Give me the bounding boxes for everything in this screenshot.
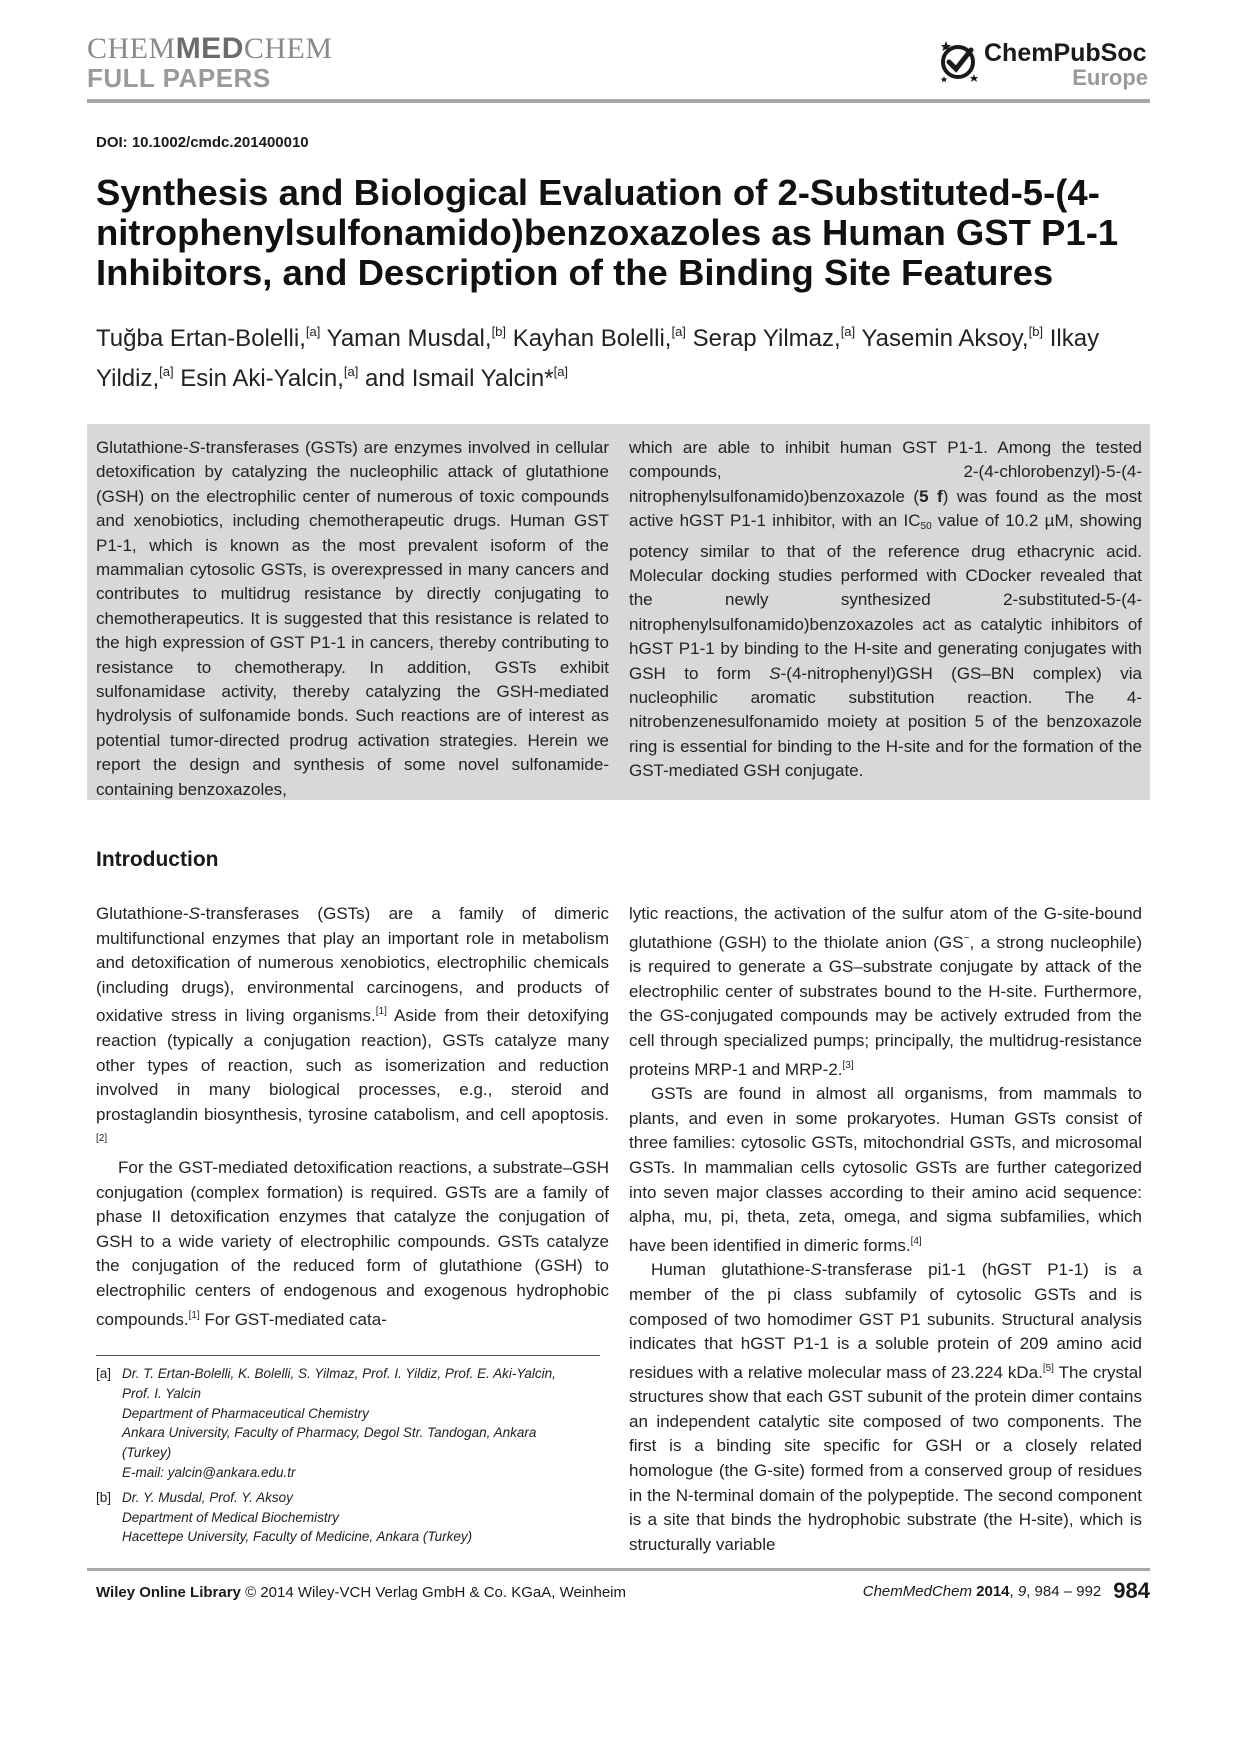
body-left-column xyxy=(96,902,609,1332)
journal-name-part3: CHEM xyxy=(243,32,333,65)
abstract-left-column: Glutathione-S-transferases (GSTs) are enzymes involved in cellular detoxification by catalyzing the nucleophilic attack of glutathione (GSH) on the electrophilic center of numerous of toxic compounds and xenobiotics, including chemotherapeutic drugs. Human GST P1-1, which is known as the most prevalent isoform of the mammalian cytosolic GSTs, is overexpressed in many cancers and contributes to multidrug resistance by directly conjugating to chemotherapeutics. It is suggested that this resistance is related to the high expression of GST P1-1 in cancers, thereby contributing to resistance to chemotherapy. In addition, GSTs exhibit sulfonamidase activity, thereby catalyzing the GSH-mediated hydrolysis of sulfonamide bonds. Such reactions are of interest as potential tumor-directed prodrug activation strategies. Herein we report the design and synthesis of some novel sulfonamide-containing benzoxazoles, xyxy=(96,438,609,799)
abstract-right-column: which are able to inhibit human GST P1-1. Among the tested compounds, 2-(4-chlorobenzyl)-5-(4-nitrophenylsulfonamido)benzoxazole (5 f) was found as the most active hGST P1-1 inhibitor, with an $IC_{50}$ value of 10.2 µM, showing potency similar to that of the reference drug ethacrynic acid. Molecular docking studies performed with CDocker revealed that the newly synthesized 2-substituted-5-(4-nitrophenylsulfonamido)benzoxazoles act as catalytic inhibitors of hGST P1-1 by binding to the H-site and generating conjugates with GSH to form S-(4-nitrophenyl)GSH (GS–BN complex) via nucleophilic aromatic substitution reaction. The 4-nitrobenzenesulfonamido moiety at position 5 of the benzoxazole ring is essential for binding to the H-site and for the formation of the GST-mediated GSH conjugate. xyxy=(629,438,1143,781)
author: and Ismail Yalcin*[a] xyxy=(365,364,569,392)
paragraph: For the GST-mediated detoxification reactions, a substrate–GSH conjugation (complex formation) is required. GSTs are a family of phase II detoxification enzymes that catalyze the conjugation of GSH to a wide variety of electrophilic compounds. GSTs catalyze the conjugation of the reduced form of glutathione (GSH) to electrophilic centers of endogenous and exogenous hydrophobic compounds.[1] For GST-mediated cata- xyxy=(96,1157,609,1329)
author: Tuğba Ertan-Bolelli,[a] xyxy=(96,324,321,352)
wiley-online-library-link[interactable]: Wiley Online Library xyxy=(96,1584,241,1601)
author: Yaman Musdal,[b] xyxy=(326,324,507,352)
footer-citation: ChemMedChem 2014, 9, 984 – 992 984 xyxy=(862,1578,1150,1603)
publisher-logo-text: ChemPubSoc xyxy=(984,39,1147,67)
paragraph: Human glutathione-S-transferase pi1-1 (hGST P1-1) is a member of the pi class subfamily of cytosolic GSTs and is composed of two homodimer GST P1 subunits. Structural analysis indicates that hGST P1-1 is a soluble protein of 209 amino acid residues with a relative molecular mass of 23.224 kDa.[5] The crystal structures show that each GST subunit of the protein dimer contains an independent catalytic site composed of two components. The first is a binding site specific for GSH or a closely related homologue (the G-site) formed from a conserved group of residues in the N-terminal domain of the polypeptide. The second component is a site that binds the hydrophobic substrate (the H-site), which is structurally variable xyxy=(629,1260,1142,1554)
header-divider xyxy=(87,99,1150,103)
citation: [3] xyxy=(842,1059,854,1071)
email-link[interactable]: E-mail: yalcin@ankara.edu.tr xyxy=(122,1464,296,1480)
footnote-label: [a] xyxy=(96,1366,112,1381)
journal-name xyxy=(87,34,333,64)
article-type: FULL PAPERS xyxy=(87,63,271,93)
author-list xyxy=(96,315,1156,395)
citation: [5] xyxy=(1042,1362,1054,1374)
author: Yasemin Aksoy,[b] xyxy=(861,324,1044,352)
footnote-divider xyxy=(96,1355,600,1356)
footer-divider xyxy=(87,1568,1150,1571)
footnote-a: [a] Dr. T. Ertan-Bolelli, K. Bolelli, S. Yilmaz, Prof. I. Yildiz, Prof. E. Aki-Yalcin, Prof. I. Yalcin Department of Pharmaceutical Chemistry Ankara University, Faculty of Pharmacy, Degol Str. Tandogan, Ankara (Turkey) E-mail: yalcin@ankara.edu.tr xyxy=(96,1364,606,1483)
citation: [1] xyxy=(188,1309,200,1321)
paragraph: lytic reactions, the activation of the sulfur atom of the G-site-bound glutathione (GSH) to the thiolate anion (GS−, a strong nucleophile) is required to generate a GS–substrate conjugate by attack of the electrophilic center of substrates bound to the H-site. Furthermore, the GS-conjugated compounds may be actively extruded from the cell through specialized pumps; principally, the multidrug-resistance proteins MRP-1 and MRP-2.[3] xyxy=(629,904,1142,1079)
doi: DOI: 10.1002/cmdc.201400010 xyxy=(96,134,309,151)
paragraph: Glutathione-S-transferases (GSTs) are a family of dimeric multifunctional enzymes that play an important role in metabolism and detoxification of numerous xenobiotics, electrophilic chemicals (including drugs), environmental carcinogens, and products of oxidative stress in living organisms.[1] Aside from their detoxifying reaction (typically a conjugation reaction), GSTs catalyze many other types of reaction, such as isomerization and reduction involved in many biological processes, e.g., steroid and prostaglandin biosynthesis, tyrosine catabolism, and cell apoptosis.[2] xyxy=(96,904,609,1145)
affiliation-footnotes xyxy=(96,1364,606,1552)
author: Serap Yilmaz,[a] xyxy=(692,324,856,352)
page-number: 984 xyxy=(1113,1578,1150,1603)
journal-name-part1: CHEM xyxy=(87,32,176,65)
footnote-label: [b] xyxy=(96,1489,112,1505)
citation: [1] xyxy=(375,1006,387,1018)
article-title: Synthesis and Biological Evaluation of 2-Substituted-5-(4-nitrophenylsulfonamido)benzoxazoles as Human GST P1-1 Inhibitors, and Description of the Binding Site Features xyxy=(96,172,1119,293)
chempubsoc-logo-icon xyxy=(938,38,980,86)
citation: [4] xyxy=(910,1235,922,1247)
section-heading: Introduction xyxy=(96,848,219,871)
body-right-column xyxy=(629,902,1142,1557)
footer-copyright: Wiley Online Library © 2014 Wiley-VCH Verlag GmbH & Co. KGaA, Weinheim xyxy=(96,1584,626,1601)
compound-label: 5 f xyxy=(919,486,943,506)
paragraph: GSTs are found in almost all organisms, from mammals to plants, and even in some prokaryotes. Human GSTs consist of three families: cytosolic GSTs, mitochondrial GSTs, and microsomal GSTs. In mammalian cells cytosolic GSTs are further categorized into seven major classes according to their amino acid sequence: alpha, mu, pi, theta, zeta, omega, and sigma subfamilies, which have been identified in dimeric forms.[4] xyxy=(629,1084,1142,1255)
footnote-b: [b] Dr. Y. Musdal, Prof. Y. Aksoy Department of Medical Biochemistry Hacettepe University, Faculty of Medicine, Ankara (Turkey) xyxy=(96,1489,473,1545)
publisher-logo xyxy=(938,38,1148,92)
author: Kayhan Bolelli,[a] xyxy=(512,324,686,352)
author: Ilkay Yildiz,[a] xyxy=(96,325,1100,392)
journal-name-part2: MED xyxy=(175,32,244,65)
publisher-logo-subtext: Europe xyxy=(1072,65,1148,90)
citation: [2] xyxy=(96,1133,108,1145)
author: Esin Aki-Yalcin,[a] xyxy=(180,364,359,392)
